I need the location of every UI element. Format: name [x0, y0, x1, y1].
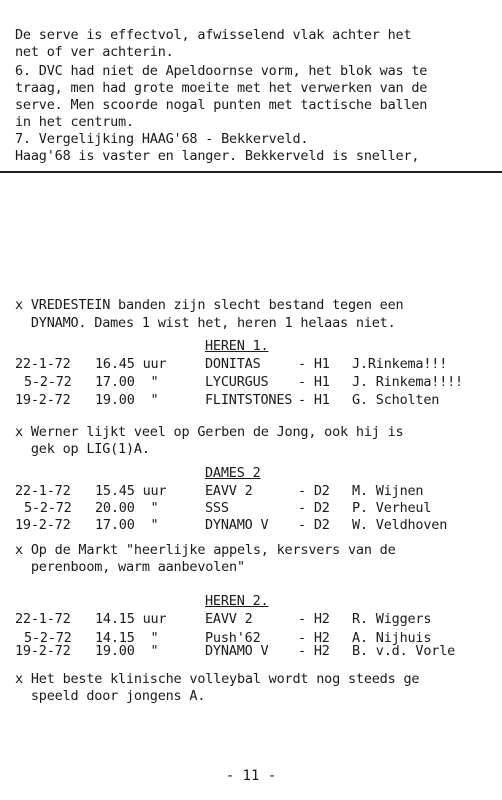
- division: - H1: [298, 392, 330, 408]
- note-line: speeld door jongens A.: [15, 688, 206, 704]
- referee: B. v.d. Vorle: [352, 643, 456, 659]
- match-time: 15.45 uur: [95, 483, 167, 499]
- opponent: LYCURGUS: [205, 374, 269, 390]
- referee: R. Wiggers: [352, 611, 432, 627]
- referee: J.Rinkema!!!: [352, 356, 448, 372]
- referee: G. Scholten: [352, 392, 440, 408]
- referee: M. Wijnen: [352, 483, 424, 499]
- cut-divider: [0, 171, 502, 173]
- opponent: DONITAS: [205, 356, 261, 372]
- match-date: 22-1-72: [15, 356, 71, 372]
- note-line: x Op de Markt "heerlijke appels, kersvers van de: [15, 542, 396, 558]
- referee: W. Veldhoven: [352, 517, 448, 533]
- note-line: x Het beste klinische volleybal wordt nog steeds ge: [15, 671, 420, 687]
- referee: A. Nijhuis: [352, 630, 432, 646]
- match-time: 19.00 ": [95, 392, 159, 408]
- note-line: x Werner lijkt veel op Gerben de Jong, ook hij is: [15, 424, 404, 440]
- match-time: 14.15 ": [95, 630, 159, 646]
- note-line: perenboom, warm aanbevolen": [15, 559, 245, 575]
- text-line: serve. Men scoorde nogal punten met tactische ballen: [15, 97, 428, 113]
- division: - H2: [298, 630, 330, 646]
- match-date: 5-2-72: [24, 500, 72, 516]
- match-date: 5-2-72: [24, 374, 72, 390]
- match-time: 19.00 ": [95, 643, 159, 659]
- section-title-heren1: HEREN 1.: [205, 338, 269, 354]
- text-line: traag, men had grote moeite met het verwerken van de: [15, 80, 428, 96]
- match-time: 20.00 ": [95, 500, 159, 516]
- referee: P. Verheul: [352, 500, 432, 516]
- opponent: DYNAMO V: [205, 643, 269, 659]
- text-line: De serve is effectvol, afwisselend vlak achter het: [15, 27, 412, 43]
- match-time: 17.00 ": [95, 374, 159, 390]
- match-date: 22-1-72: [15, 611, 71, 627]
- match-time: 14.15 uur: [95, 611, 167, 627]
- note-line: gek op LIG(1)A.: [15, 441, 150, 457]
- opponent: EAVV 2: [205, 611, 253, 627]
- division: - H1: [298, 356, 330, 372]
- division: - D2: [298, 483, 330, 499]
- note-line: DYNAMO. Dames 1 wist het, heren 1 helaas niet.: [15, 315, 396, 331]
- opponent: Push'62: [205, 630, 261, 646]
- section-title-dames2: DAMES 2: [205, 465, 261, 481]
- match-date: 19-2-72: [15, 392, 71, 408]
- match-time: 16.45 uur: [95, 356, 167, 372]
- opponent: DYNAMO V: [205, 517, 269, 533]
- opponent: SSS: [205, 500, 229, 516]
- text-line: 7. Vergelijking HAAG'68 - Bekkerveld.: [15, 131, 309, 147]
- match-date: 22-1-72: [15, 483, 71, 499]
- opponent: FLINTSTONES: [205, 392, 293, 408]
- text-line: in het centrum.: [15, 114, 134, 130]
- division: - H2: [298, 611, 330, 627]
- match-date: 19-2-72: [15, 643, 71, 659]
- division: - D2: [298, 500, 330, 516]
- division: - D2: [298, 517, 330, 533]
- division: - H2: [298, 643, 330, 659]
- opponent: EAVV 2: [205, 483, 253, 499]
- referee: J. Rinkema!!!!: [352, 374, 463, 390]
- text-line: Haag'68 is vaster en langer. Bekkerveld is sneller,: [15, 148, 420, 164]
- note-line: x VREDESTEIN banden zijn slecht bestand tegen een: [15, 297, 404, 313]
- match-date: 5-2-72: [24, 630, 72, 646]
- text-line: 6. DVC had niet de Apeldoornse vorm, het blok was te: [15, 63, 428, 79]
- match-time: 17.00 ": [95, 517, 159, 533]
- section-title-heren2: HEREN 2.: [205, 593, 269, 609]
- page-number: - 11 -: [225, 768, 277, 784]
- match-date: 19-2-72: [15, 517, 71, 533]
- text-line: net of ver achterin.: [15, 44, 174, 60]
- division: - H1: [298, 374, 330, 390]
